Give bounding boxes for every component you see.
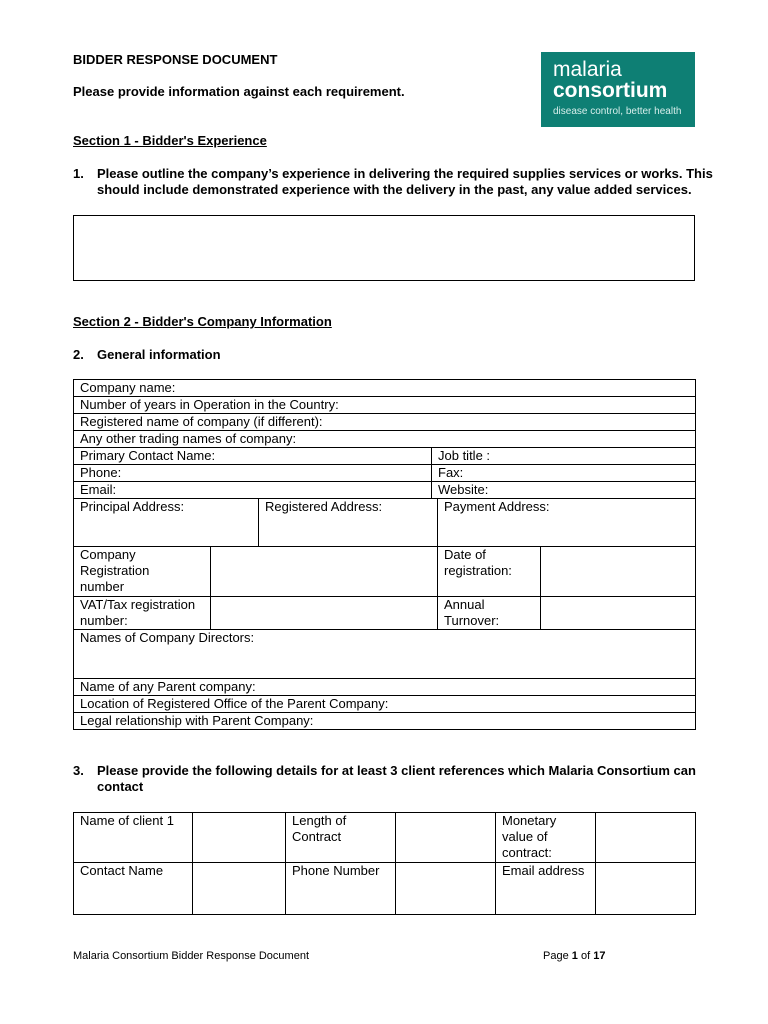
principal-address-field[interactable] (74, 499, 259, 547)
page-of: of (580, 950, 591, 962)
registration-date-input[interactable] (541, 547, 696, 597)
contact-name-input[interactable] (193, 863, 286, 915)
question-1-number: 1. (73, 166, 84, 181)
question-1-line-1: Please outline the company’s experience in delivering the required supplies services or works. This (97, 166, 713, 181)
contract-length-label-line: Length of (292, 813, 347, 828)
question-3-line-2: contact (97, 779, 144, 794)
section-1-heading: Section 1 - Bidder's Experience (73, 133, 267, 148)
question-3-number: 3. (73, 763, 84, 778)
email-address-label-cell (496, 863, 596, 915)
annual-turnover-label-cell (438, 597, 541, 630)
parent-company-field[interactable] (74, 679, 696, 696)
contract-length-input[interactable] (396, 813, 496, 863)
directors-field[interactable] (74, 630, 696, 679)
annual-turnover-label-line: Annual (444, 597, 485, 612)
monetary-value-label-cell (496, 813, 596, 863)
monetary-value-label-line: Monetary (502, 813, 557, 828)
contact-name-label-cell (74, 863, 193, 915)
fax-field[interactable] (432, 465, 696, 482)
email-label: Email: (80, 482, 117, 497)
primary-contact-field[interactable] (74, 448, 432, 465)
company-name-label: Company name: (80, 380, 176, 395)
email-field[interactable] (74, 482, 432, 499)
question-2-text: General information (97, 347, 221, 362)
registration-number-label-cell (74, 547, 211, 597)
trading-names-label: Any other trading names of company: (80, 431, 297, 446)
registration-number-input[interactable] (211, 547, 438, 597)
page-total: 17 (593, 950, 606, 962)
parent-relationship-field[interactable] (74, 713, 696, 730)
email-address-label: Email address (502, 863, 585, 878)
company-information-table (73, 379, 696, 730)
contract-length-label-line: Contract (292, 829, 342, 844)
years-operation-label: Number of years in Operation in the Country: (80, 397, 339, 412)
annual-turnover-label-line: Turnover: (444, 613, 500, 628)
registered-name-field[interactable] (74, 414, 696, 431)
page-word: Page (543, 950, 569, 962)
page-indicator (543, 950, 605, 962)
primary-contact-label: Primary Contact Name: (80, 448, 216, 463)
website-field[interactable] (432, 482, 696, 499)
directors-label: Names of Company Directors: (80, 630, 255, 645)
logo-tagline: disease control, better health (553, 106, 682, 117)
footer-document-name: Malaria Consortium Bidder Response Document (73, 950, 309, 962)
monetary-value-label-line: contract: (502, 845, 552, 860)
registration-number-label-line: Company (80, 547, 136, 562)
company-name-field[interactable] (74, 380, 696, 397)
registered-name-label: Registered name of company (if different): (80, 414, 323, 429)
website-label: Website: (438, 482, 489, 497)
question-2-number: 2. (73, 347, 84, 362)
phone-field[interactable] (74, 465, 432, 482)
parent-company-label: Name of any Parent company: (80, 679, 256, 694)
vat-number-label-line: VAT/Tax registration (80, 597, 196, 612)
registered-address-field[interactable] (259, 499, 438, 547)
years-operation-field[interactable] (74, 397, 696, 414)
instruction-text: Please provide information against each requirement. (73, 84, 405, 99)
registration-number-label-line: Registration (80, 563, 150, 578)
registration-date-label-line: registration: (444, 563, 512, 578)
job-title-field[interactable] (432, 448, 696, 465)
question-3-line-1: Please provide the following details for at least 3 client references which Malaria Consortium can (97, 763, 696, 778)
contact-name-label: Contact Name (80, 863, 164, 878)
vat-number-input[interactable] (211, 597, 438, 630)
parent-office-label: Location of Registered Office of the Parent Company: (80, 696, 389, 711)
section-2-heading: Section 2 - Bidder's Company Information (73, 314, 332, 329)
experience-response-box[interactable] (73, 215, 695, 281)
client-name-label-cell (74, 813, 193, 863)
registration-date-label-cell (438, 547, 541, 597)
document-title: BIDDER RESPONSE DOCUMENT (73, 52, 278, 67)
malaria-consortium-logo (541, 52, 695, 127)
client-references-table (73, 812, 696, 915)
contract-length-label-cell (286, 813, 396, 863)
monetary-value-input[interactable] (596, 813, 696, 863)
annual-turnover-input[interactable] (541, 597, 696, 630)
registered-address-label: Registered Address: (265, 499, 383, 514)
logo-line-1: malaria (553, 58, 622, 81)
job-title-label: Job title : (438, 448, 491, 463)
registration-number-label-line: number (80, 579, 125, 594)
vat-number-label-line: number: (80, 613, 128, 628)
registration-date-label-line: Date of (444, 547, 486, 562)
principal-address-label: Principal Address: (80, 499, 185, 514)
parent-office-field[interactable] (74, 696, 696, 713)
logo-line-2: consortium (553, 79, 668, 102)
question-1-line-2: should include demonstrated experience with the delivery in the past, any value added services. (97, 182, 692, 197)
trading-names-field[interactable] (74, 431, 696, 448)
client-name-label: Name of client 1 (80, 813, 174, 828)
payment-address-field[interactable] (438, 499, 696, 547)
phone-number-label: Phone Number (292, 863, 380, 878)
phone-label: Phone: (80, 465, 122, 480)
fax-label: Fax: (438, 465, 464, 480)
monetary-value-label-line: value of (502, 829, 548, 844)
parent-relationship-label: Legal relationship with Parent Company: (80, 713, 314, 728)
vat-number-label-cell (74, 597, 211, 630)
phone-number-label-cell (286, 863, 396, 915)
email-address-input[interactable] (596, 863, 696, 915)
payment-address-label: Payment Address: (444, 499, 550, 514)
phone-number-input[interactable] (396, 863, 496, 915)
client-name-input[interactable] (193, 813, 286, 863)
page-current: 1 (571, 950, 578, 962)
